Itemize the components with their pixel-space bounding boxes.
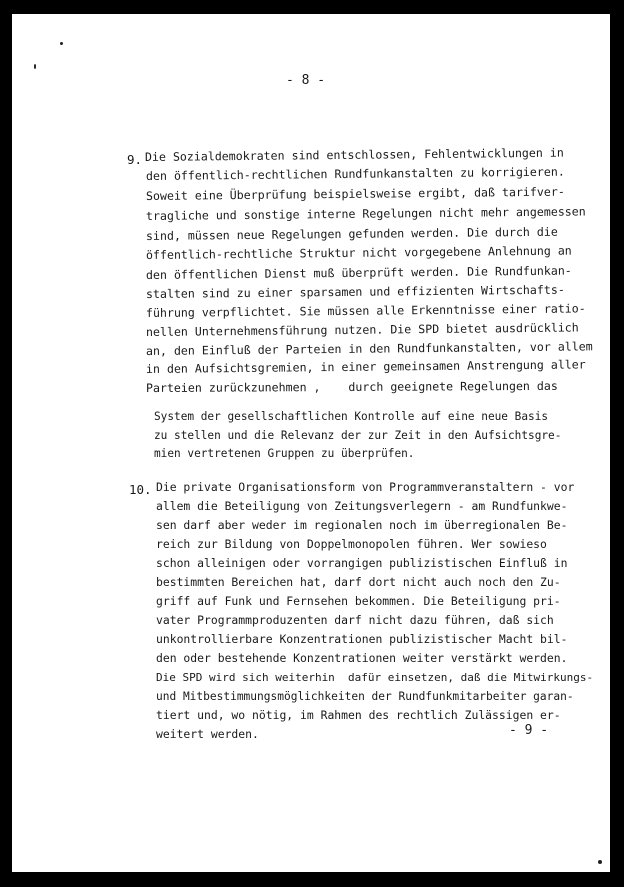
text-line: Die SPD wird sich weiterhin dafür einsetzen, daß die Mitwirkungs- xyxy=(156,671,594,684)
next-page-marker: - 9 - xyxy=(509,723,549,738)
text-line: unkontrollierbare Konzentrationen publizistischer Macht bil- xyxy=(156,632,568,646)
text-line: griff auf Funk und Fernsehen bekommen. Die Beteiligung pri- xyxy=(156,594,561,608)
text-line: Die private Organisationsform von Programmveranstaltern - vor xyxy=(156,480,575,494)
text-line: Die Sozialdemokraten sind entschlossen, Fehlentwicklungen in xyxy=(144,145,564,164)
text-line: tragliche und sonstige interne Regelungen nicht mehr angemessen xyxy=(145,204,586,223)
text-line: mien vertretenen Gruppen zu überprüfen. xyxy=(154,447,415,460)
text-line: Soweit eine Überprüfung beispielsweise ergibt, daß tarifver- xyxy=(145,184,565,203)
text-line: bestimmten Bereichen hat, darf dort nicht auch noch den Zu- xyxy=(156,575,561,589)
text-line: nellen Unternehmensführung nutzen. Die SPD bietet ausdrücklich xyxy=(145,320,579,339)
speck-mark xyxy=(34,64,36,69)
document-page xyxy=(12,14,610,872)
text-line: vater Programmproduzenten darf nicht dazu führen, daß sich xyxy=(156,613,554,627)
text-line: System der gesellschaftlichen Kontrolle auf eine neue Basis xyxy=(154,410,549,423)
text-line: in den Aufsichtsgremien, in einer gemeinsamen Anstrengung aller xyxy=(145,357,586,376)
text-line: führung verpflichtet. Sie müssen alle Erkenntnisse einer ratio- xyxy=(145,301,586,320)
text-line: öffentlich-rechtliche Struktur nicht vorgegebene Anlehnung an xyxy=(145,243,572,262)
text-line: weitert werden. xyxy=(156,727,259,741)
text-line: an, den Einfluß der Parteien in den Rundfunkanstalten, vor allem xyxy=(145,339,593,358)
text-line: sind, müssen neue Regelungen gefunden werden. Die durch die xyxy=(145,224,558,243)
text-line: tiert und, wo nötig, im Rahmen des rechtlich Zulässigen er- xyxy=(156,708,561,722)
text-line: sen darf aber weder im regionalen noch im überregionalen Be- xyxy=(156,518,568,532)
text-line: und Mitbestimmungsmöglichkeiten der Rundfunkmitarbeiter garan- xyxy=(156,690,574,703)
text-line: den öffentlichen Dienst muß überprüft werden. Die Rundfunkan- xyxy=(145,263,572,282)
text-line: den oder bestehende Konzentrationen weiter verstärkt werden. xyxy=(156,651,568,665)
speck-mark xyxy=(60,42,63,45)
text-line: allem die Beteiligung von Zeitungsverlegern - am Rundfunkwe- xyxy=(156,499,568,513)
text-line: reich zur Bildung von Doppelmonopolen führen. Wer sowieso xyxy=(156,537,547,551)
text-line: zu stellen und die Relevanz der zur Zeit in den Aufsichtsgre- xyxy=(154,429,562,442)
item-number: 9. xyxy=(127,152,143,167)
item-number: 10. xyxy=(129,482,152,497)
text-line: schon alleinigen oder vorrangigen publizistischen Einfluß in xyxy=(156,556,568,570)
speck-mark xyxy=(598,860,602,864)
text-line: Parteien zurückzunehmen , durch geeignete Regelungen das xyxy=(145,378,558,395)
text-line: den öffentlich-rechtlichen Rundfunkanstalten zu korrigieren. xyxy=(145,164,565,183)
page-number: - 8 - xyxy=(286,73,326,88)
text-line: stalten sind zu einer sparsamen und effizienten Wirtschafts- xyxy=(145,282,565,301)
